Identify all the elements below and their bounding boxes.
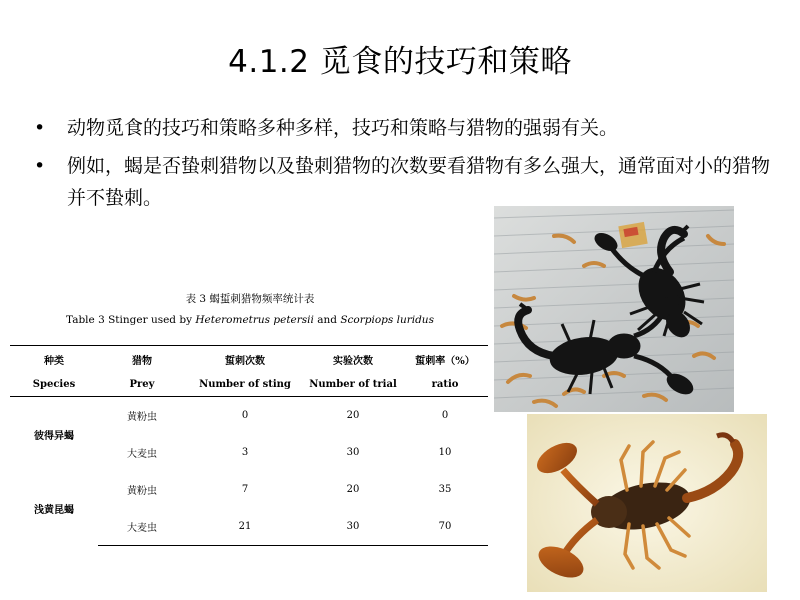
header-cell: Species [10,372,98,397]
caption-en-prefix: Table 3 Stinger used by [66,314,196,326]
trial-cell: 30 [304,508,402,546]
bullet-dot: • [34,155,46,177]
caption-and: and [313,314,341,326]
prey-cell: 大麦虫 [127,449,157,460]
scorpions-photo-top [494,206,734,412]
ratio-cell: 0 [441,410,449,421]
header-cell: 猎物 [98,346,186,373]
header-cell: 实验次数 [304,346,402,373]
header-row-en [10,372,488,397]
table-row [10,397,488,435]
header-cell: 种类 [10,346,98,373]
stinger-table [10,345,488,546]
bullet-item [34,150,774,214]
prey-cell: 黄粉虫 [127,412,157,423]
table-caption-cn: 表 3 蝎蜇刺猎物频率统计表 [185,293,315,305]
bullet-list [34,112,774,220]
prey-cell: 黄粉虫 [127,486,157,497]
bullet-dot: • [34,117,46,139]
trial-cell: 30 [346,447,360,458]
species-cell: 浅黄昆蝎 [34,504,74,516]
sting-cell: 7 [241,484,249,495]
header-cell: 蜇刺率（%） [402,346,488,373]
header-cell: Number of sting [186,372,304,397]
ratio-cell: 10 [438,447,452,458]
sting-cell: 0 [241,410,249,421]
bullet-item [34,112,774,144]
table-caption-en [0,314,500,326]
scorpions-illustration [494,206,734,412]
caption-species-2: Scorpiops luridus [340,314,434,326]
sting-cell: 3 [241,447,249,458]
bullet-text: 例如，蝎是否蛰刺猎物以及蛰刺猎物的次数要看猎物有多么强大，通常面对小的猎物并不蛰刺。 [67,155,771,209]
header-cell: Prey [98,372,186,397]
header-cell: ratio [402,372,488,397]
slide-title: 4.1.2 觅食的技巧和策略 [228,44,572,80]
header-row-cn [10,346,488,373]
scorpion-illustration [527,414,767,592]
header-cell: Number of trial [304,372,402,397]
scorpion-photo-bottom [527,414,767,592]
trial-cell: 20 [346,410,360,421]
bullet-text: 动物觅食的技巧和策略多种多样，技巧和策略与猎物的强弱有关。 [67,117,619,139]
sting-cell: 21 [186,508,304,546]
prey-cell: 大麦虫 [98,508,186,546]
species-cell: 彼得异蝎 [34,430,74,442]
ratio-cell: 70 [402,508,488,546]
table-row [10,471,488,508]
ratio-cell: 35 [438,484,452,495]
trial-cell: 20 [346,484,360,495]
caption-species-1: Heterometrus petersii [195,314,314,326]
header-cell: 蜇刺次数 [186,346,304,373]
